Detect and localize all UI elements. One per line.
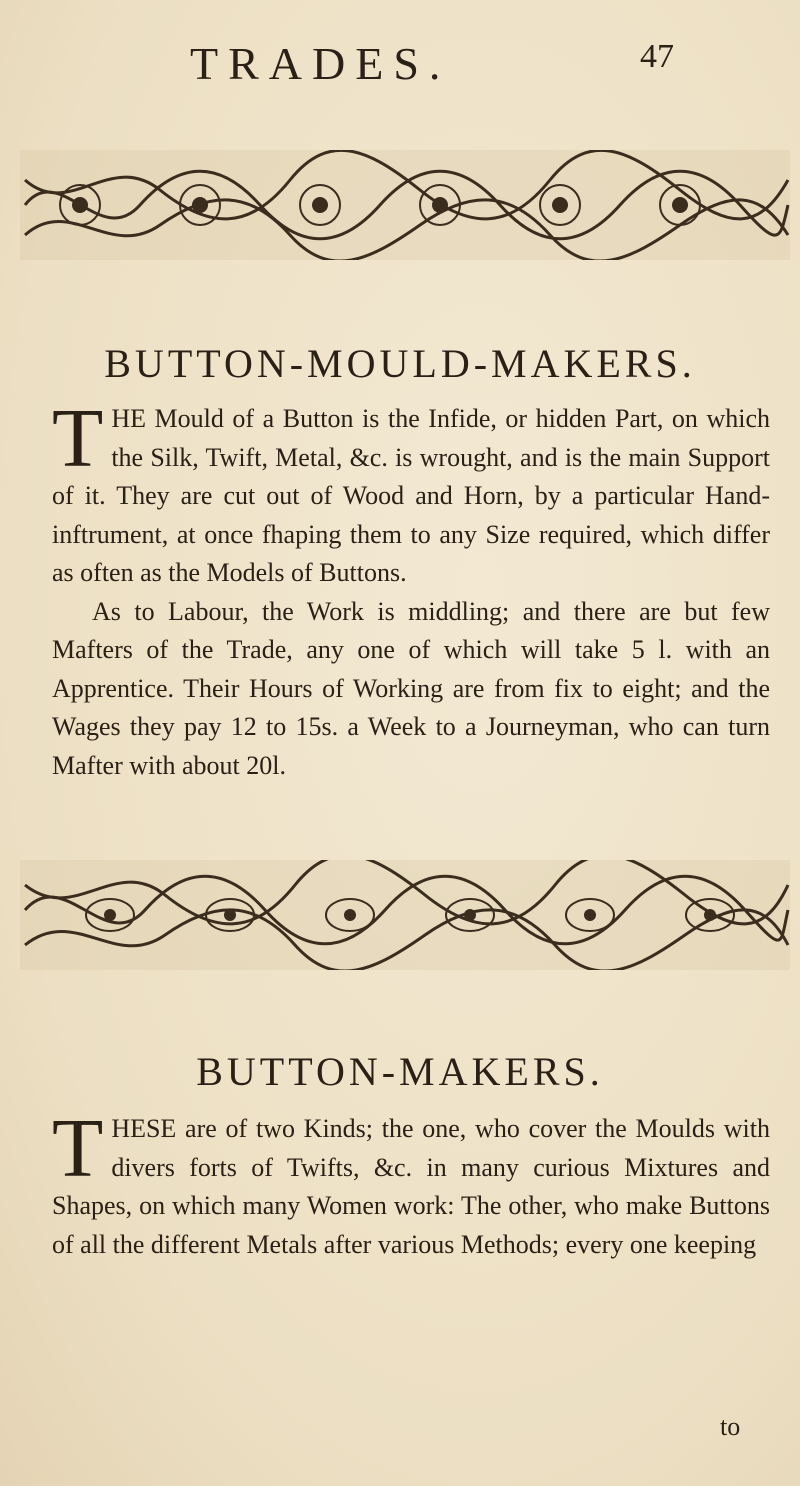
section-heading-button-mould-makers: BUTTON-MOULD-MAKERS. [104,341,696,386]
dropcap: T [52,1102,104,1195]
section2-paragraph1-text: HESE are of two Kinds; the one, who cover the Moulds with divers forts of Twifts, &c. in many curious Mixtures and Shapes, on which many Women work: The other, who make Buttons of all the different Metals after various Methods; every one keeping [52,1114,770,1259]
section1-body [52,392,770,785]
section1-paragraph1-text: HE Mould of a Button is the Infide, or hidden Part, on which the Silk, Twift, Metal, &c. is wrought, and is the main Support of it. They are cut out of Wood and Horn, by a particular Hand-inftrument, at once fhaping them to any Size required, which differ as often as the Models of Buttons. [52,404,770,587]
running-title: TRADES. [190,37,451,89]
section1-paragraph1 [52,392,770,593]
section1-paragraph2: As to Labour, the Work is middling; and there are but few Mafters of the Trade, any one of which will take 5 l. with an Apprentice. Their Hours of Working are from fix to eight; and the Wages they pay 12 to 15s. a Week to a Journeyman, who can turn Mafter with about 20l. [52,596,770,780]
woodcut-ornament-middle [20,860,790,970]
running-head [190,28,620,98]
ornament-icon [20,860,790,970]
catchword: to [720,1412,741,1441]
woodcut-ornament-top [20,150,790,260]
section-heading-button-makers: BUTTON-MAKERS. [196,1049,604,1094]
dropcap: T [52,392,104,485]
ornament-icon [20,150,790,260]
section2-body [52,1102,770,1264]
page-number: 47 [640,38,674,75]
section2-paragraph1 [52,1102,770,1264]
